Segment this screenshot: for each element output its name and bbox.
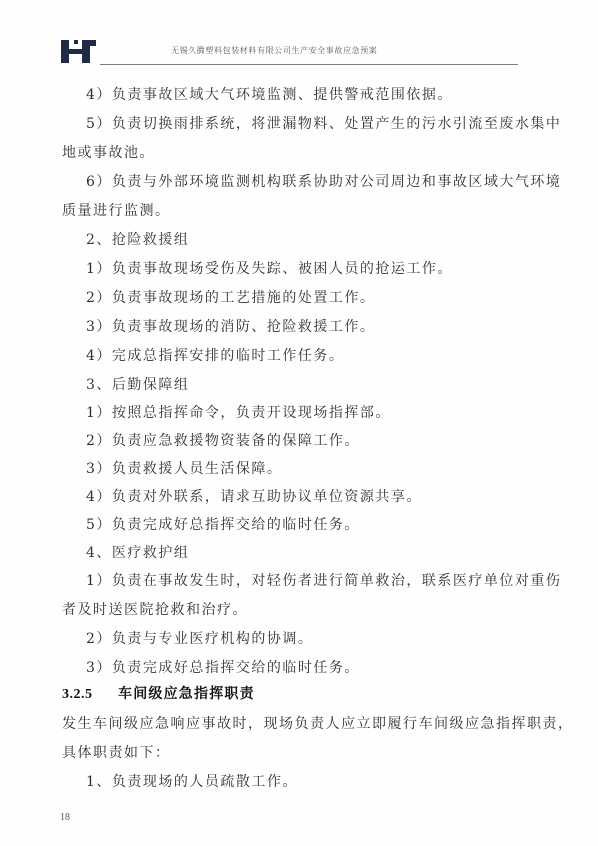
company-logo-icon [60, 39, 98, 64]
text-line: 5）负责完成好总指挥交给的临时任务。 [86, 517, 360, 533]
text-line: 者及时送医院抢救和治疗。 [62, 602, 248, 618]
section-heading [62, 685, 255, 704]
text-line: 质量进行监测。 [62, 203, 171, 219]
section-heading-number: 3.2.5 [62, 687, 93, 702]
text-line: 5）负责切换雨排系统，将泄漏物料、处置产生的污水引流至废水集中 [86, 116, 562, 132]
section-subheading: 3、后勤保障组 [86, 377, 190, 393]
text-line: 6）负责与外部环境监测机构联系协助对公司周边和事故区域大气环境 [86, 174, 562, 190]
section-heading-text: 车间级应急指挥职责 [118, 686, 255, 702]
document-header-title: 无锡久腾塑料包装材料有限公司生产安全事故应急预案 [171, 46, 378, 55]
text-line: 4）负责事故区域大气环境监测、提供警戒范围依据。 [86, 87, 453, 103]
text-line: 3）负责完成好总指挥交给的临时任务。 [86, 660, 360, 676]
text-line: 地或事故池。 [62, 145, 155, 161]
text-line: 1、负责现场的人员疏散工作。 [86, 774, 298, 790]
text-line: 1）负责事故现场受伤及失踪、被困人员的抢运工作。 [86, 261, 453, 277]
text-line: 1）负责在事故发生时，对轻伤者进行简单救治，联系医疗单位对重伤 [86, 573, 562, 589]
page-number: 18 [60, 812, 70, 823]
text-line: 2）负责事故现场的工艺措施的处置工作。 [86, 290, 376, 306]
section-subheading: 2、抢险救援组 [86, 232, 190, 248]
text-line: 1）按照总指挥命令，负责开设现场指挥部。 [86, 405, 391, 421]
text-line: 发生车间级应急响应事故时，现场负责人应立即履行车间级应急指挥职责， [62, 716, 574, 732]
text-line: 4）负责对外联系，请求互助协议单位资源共享。 [86, 489, 422, 505]
text-line: 2）负责与专业医疗机构的协调。 [86, 631, 314, 647]
section-subheading: 4、医疗救护组 [86, 545, 190, 561]
text-line: 2）负责应急救援物资装备的保障工作。 [86, 433, 360, 449]
header-divider [100, 64, 518, 65]
text-line: 具体职责如下： [62, 745, 171, 761]
text-line: 3）负责事故现场的消防、抢险救援工作。 [86, 319, 376, 335]
text-line: 4）完成总指挥安排的临时工作任务。 [86, 348, 345, 364]
text-line: 3）负责救援人员生活保障。 [86, 461, 283, 477]
